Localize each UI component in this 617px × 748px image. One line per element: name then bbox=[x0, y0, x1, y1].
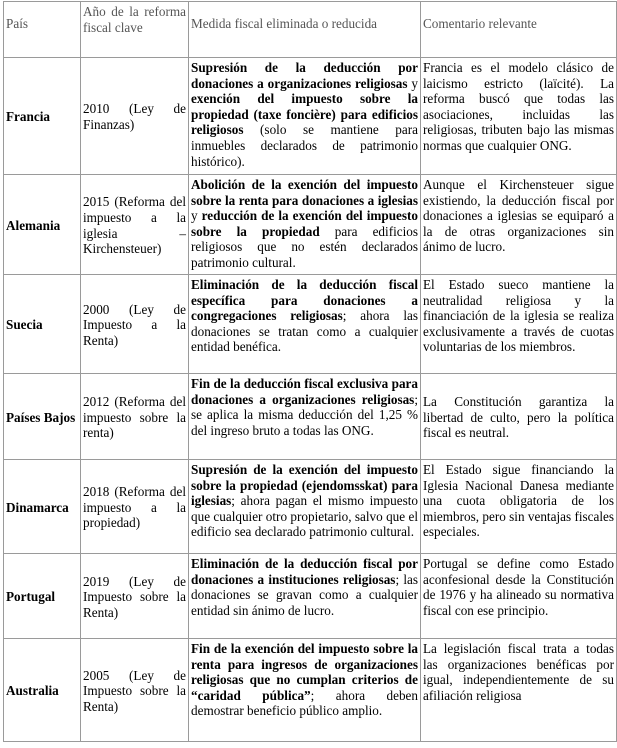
year-cell: 2019 (Ley de Impuesto sobre la Renta) bbox=[81, 554, 189, 639]
header-comentario: Comentario relevante bbox=[421, 2, 617, 58]
table-row bbox=[4, 554, 617, 639]
measure-text: reducción de la exención del impuesto sobre la propiedad bbox=[191, 208, 419, 239]
country-cell: Portugal bbox=[4, 554, 81, 639]
country-cell: Dinamarca bbox=[4, 460, 81, 554]
measure-cell bbox=[189, 374, 421, 460]
measure-text: y bbox=[191, 208, 202, 224]
year-cell: 2010 (Ley de Finanzas) bbox=[81, 58, 189, 175]
measure-text: Fin de la exención del impuesto sobre la renta para ingresos de organizaciones religiosas que no cumplan criterios de “caridad pública” bbox=[191, 641, 418, 703]
measure-text: Eliminación de la deducción fiscal específica para donaciones a congregaciones religiosas bbox=[191, 277, 418, 324]
comment-cell: El Estado sigue financiando la Iglesia Nacional Danesa mediante una cuota obligatoria de los miembros, pero sin ventajas fiscales especiales. bbox=[421, 460, 617, 554]
measure-text: ; ahora pagan el mismo impuesto que cualquier otro propietario, salvo que el edificio sea declarado patrimonio cultural. bbox=[191, 493, 418, 540]
comment-cell: La legislación fiscal trata a todas las organizaciones benéficas por igual, independientemente de su afiliación religiosa bbox=[421, 639, 617, 742]
measure-cell bbox=[189, 58, 421, 175]
header-anio: Año de la reforma fiscal clave bbox=[81, 2, 189, 58]
measure-text: Eliminación de la deducción fiscal por donaciones a instituciones religiosas bbox=[191, 556, 418, 587]
table-row bbox=[4, 175, 617, 275]
measure-text: Abolición de la exención del impuesto sobre la renta para donaciones a iglesias bbox=[191, 177, 418, 208]
comment-cell: Portugal se define como Estado aconfesional desde la Constitución de 1976 y ha alineado su normativa fiscal con ese principio. bbox=[421, 554, 617, 639]
measure-text: Supresión de la exención del impuesto sobre la propiedad (ejendomsskat) para iglesias bbox=[191, 462, 418, 509]
reform-table bbox=[3, 1, 617, 742]
year-cell: 2005 (Ley de Impuesto sobre la Renta) bbox=[81, 639, 189, 742]
measure-cell bbox=[189, 175, 421, 275]
country-cell: Países Bajos bbox=[4, 374, 81, 460]
header-medida: Medida fiscal eliminada o reducida bbox=[189, 2, 421, 58]
measure-text: ; ahora deben demostrar beneficio público amplio. bbox=[191, 687, 418, 719]
year-cell: 2015 (Reforma del impuesto a la iglesia – Kirchensteuer) bbox=[81, 175, 189, 275]
header-pais: País bbox=[4, 2, 81, 58]
measure-text: ; las donaciones se gravan como a cualquier entidad sin ánimo de lucro. bbox=[191, 571, 418, 618]
measure-text: ; ahora las donaciones se tratan como a cualquier entidad benéfica. bbox=[191, 308, 418, 355]
measure-text: (solo se mantiene para inmuebles declarados de patrimonio histórico). bbox=[191, 122, 418, 169]
measure-cell bbox=[189, 639, 421, 742]
header-row bbox=[4, 2, 617, 58]
measure-cell bbox=[189, 275, 421, 374]
measure-text: exención del impuesto sobre la propiedad (taxe foncière) para edificios religiosos bbox=[191, 91, 418, 138]
measure-cell bbox=[189, 460, 421, 554]
measure-cell bbox=[189, 554, 421, 639]
measure-text: ; se aplica la misma deducción del 1,25 % del ingreso bruto a todas las ONG. bbox=[191, 391, 418, 438]
year-cell: 2012 (Reforma del impuesto sobre la renta) bbox=[81, 374, 189, 460]
year-cell: 2018 (Reforma del impuesto a la propiedad) bbox=[81, 460, 189, 554]
comment-cell: Aunque el Kirchensteuer sigue existiendo, la deducción fiscal por donaciones a iglesias se equiparó a la de otras organizaciones sin ánimo de lucro. bbox=[421, 175, 617, 275]
year-cell: 2000 (Ley de Impuesto a la Renta) bbox=[81, 275, 189, 374]
measure-text: para edificios religiosos que no estén declarados patrimonio cultural. bbox=[191, 223, 418, 270]
country-cell: Australia bbox=[4, 639, 81, 742]
table-row bbox=[4, 275, 617, 374]
country-cell: Alemania bbox=[4, 175, 81, 275]
country-cell: Suecia bbox=[4, 275, 81, 374]
country-cell: Francia bbox=[4, 58, 81, 175]
measure-text: y bbox=[407, 75, 418, 91]
comment-cell: La Constitución garantiza la libertad de culto, pero la política fiscal es neutral. bbox=[421, 374, 617, 460]
table-row bbox=[4, 58, 617, 175]
measure-text: Supresión de la deducción por donaciones a organizaciones religiosas bbox=[191, 60, 418, 91]
table-row bbox=[4, 460, 617, 554]
comment-cell: El Estado sueco mantiene la neutralidad religiosa y la financiación de la iglesia se realiza exclusivamente a través de cuotas voluntarias de los miembros. bbox=[421, 275, 617, 374]
comment-cell: Francia es el modelo clásico de laicismo estricto (laïcité). La reforma buscó que todas las asociaciones, incluidas las religiosas, tributen bajo las mismas normas que cualquier ONG. bbox=[421, 58, 617, 175]
table-row bbox=[4, 639, 617, 742]
measure-text: Fin de la deducción fiscal exclusiva para donaciones a organizaciones religiosas bbox=[191, 376, 418, 407]
table-row bbox=[4, 374, 617, 460]
